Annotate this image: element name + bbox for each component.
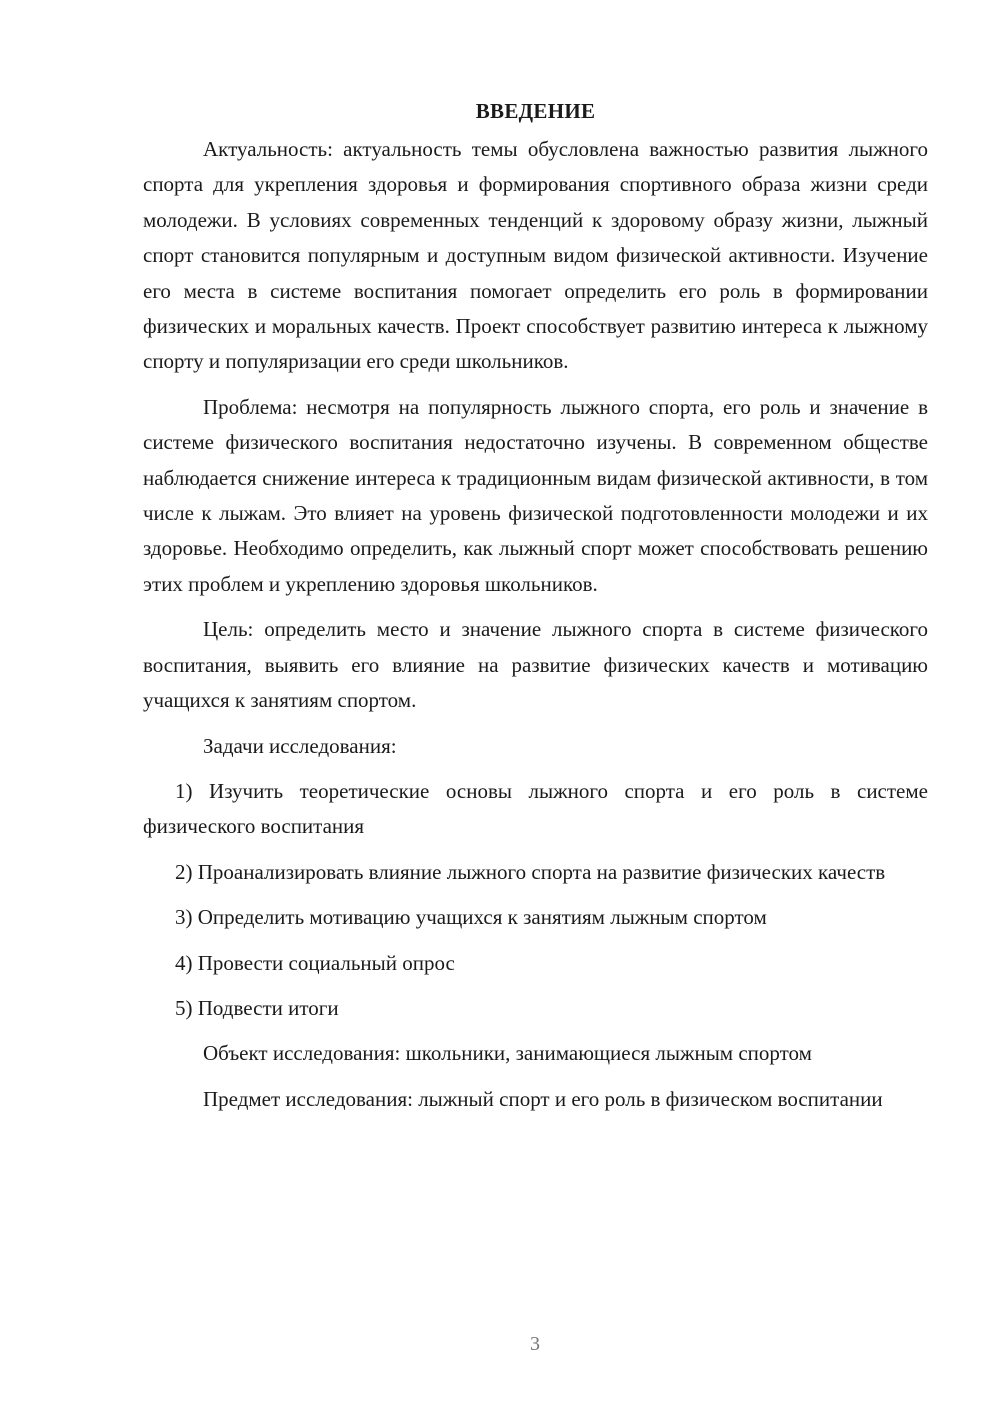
document-page xyxy=(143,94,928,1127)
task-item-3: 3) Определить мотивацию учащихся к занятиям лыжным спортом xyxy=(175,905,767,930)
page-number: 3 xyxy=(530,1333,540,1355)
task-item-4: 4) Провести социальный опрос xyxy=(175,950,455,975)
goal-paragraph: Цель: определить место и значение лыжного спорта в системе физического воспитания, выявить его влияние на развитие физических качеств и мотивацию учащихся к занятиям спортом. xyxy=(143,617,928,713)
tasks-heading: Задачи исследования: xyxy=(203,733,397,758)
task-item-2: 2) Проанализировать влияние лыжного спорта на развитие физических качеств xyxy=(175,859,886,884)
task-item-1: 1) Изучить теоретические основы лыжного спорта и его роль в системе физического воспитания xyxy=(143,778,928,839)
object-paragraph: Объект исследования: школьники, занимающиеся лыжным спортом xyxy=(203,1041,812,1066)
subject-paragraph: Предмет исследования: лыжный спорт и его роль в физическом воспитании xyxy=(203,1086,883,1111)
task-item-5: 5) Подвести итоги xyxy=(175,995,339,1020)
relevance-paragraph: Актуальность: актуальность темы обусловлена важностью развития лыжного спорта для укрепления здоровья и формирования спортивного образа жизни среди молодежи. В условиях современных тенденций к здоровому образу жизни, лыжный спорт становится популярным и доступным видом физической активности. Изучение его места в системе воспитания помогает определить его роль в формировании физических и моральных качеств. Проект способствует развитию интереса к лыжному спорту и популяризации его среди школьников. xyxy=(143,137,928,374)
page-title: ВВЕДЕНИЕ xyxy=(475,99,596,123)
problem-paragraph: Проблема: несмотря на популярность лыжного спорта, его роль и значение в системе физического воспитания недостаточно изучены. В современном обществе наблюдается снижение интереса к традиционным видам физической активности, в том числе к лыжам. Это влияет на уровень физической подготовленности молодежи и их здоровье. Необходимо определить, как лыжный спорт может способствовать решению этих проблем и укреплению здоровья школьников. xyxy=(143,394,928,596)
